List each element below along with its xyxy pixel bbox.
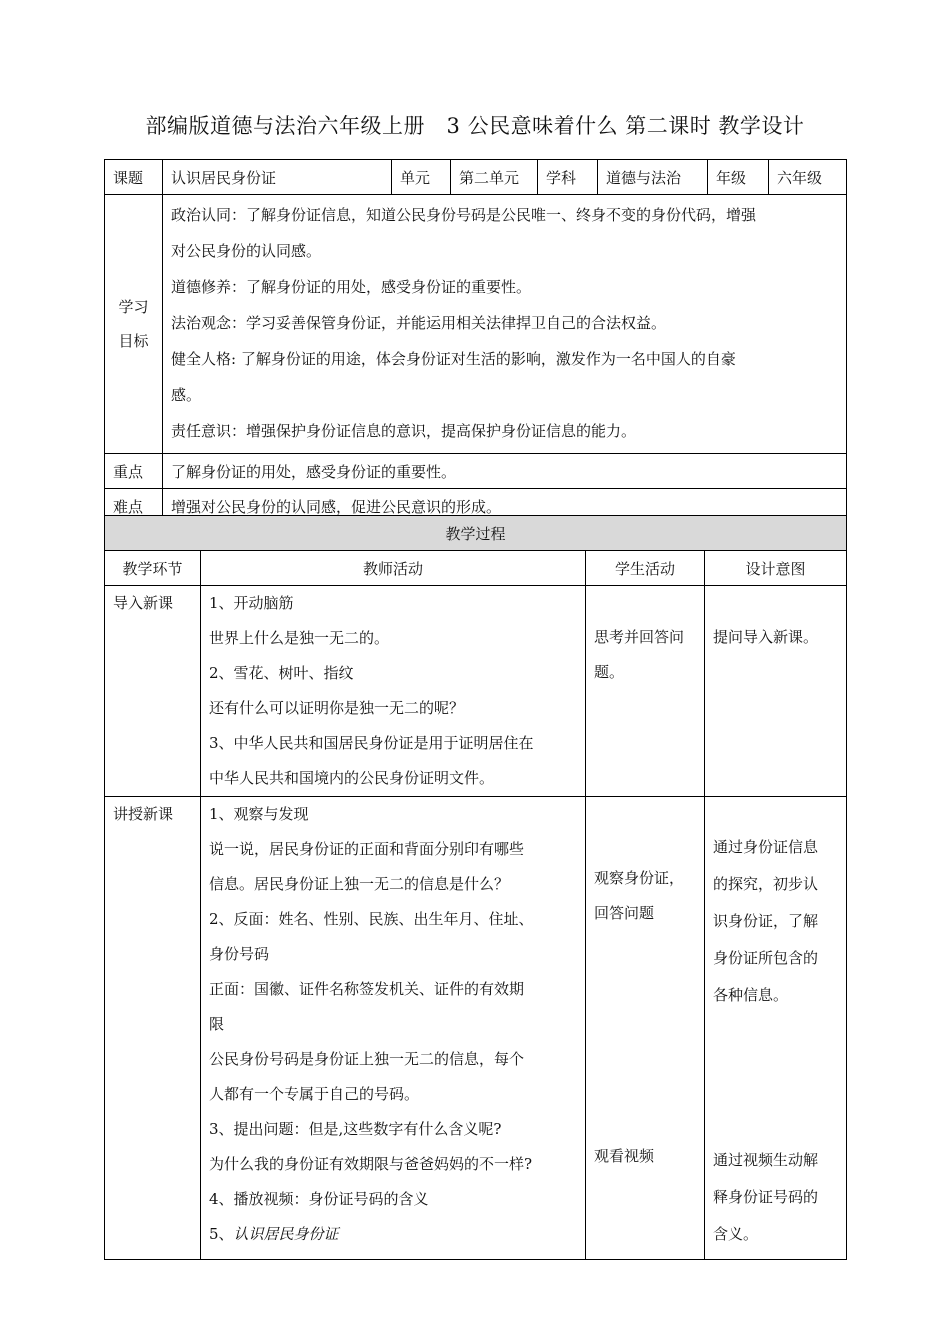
key-point-value: 了解身份证的用处，感受身份证的重要性。 xyxy=(163,454,847,489)
student-activity: 观察身份证， 回答问题 观看视频 xyxy=(586,797,705,1260)
grade-value: 六年级 xyxy=(769,160,847,195)
column-header: 学生活动 xyxy=(586,551,705,586)
goal-line: 道德修养：了解身份证的用处，感受身份证的重要性。 xyxy=(171,278,532,296)
subject-label: 学科 xyxy=(538,160,598,195)
student-activity: 思考并回答问 题。 xyxy=(586,586,705,797)
goal-line: 责任意识：增强保护身份证信息的意识，提高保护身份证信息的能力。 xyxy=(171,422,637,440)
goal-line: 感。 xyxy=(171,386,202,404)
column-header: 设计意图 xyxy=(705,551,847,586)
goals-content xyxy=(163,195,847,454)
document-title: 部编版道德与法治六年级上册 3 公民意味着什么 第二课时 教学设计 xyxy=(145,114,805,138)
teacher-activity: 1、观察与发现 说一说，居民身份证的正面和背面分别印有哪些 信息。居民身份证上独一无二的信息是什么？ 2、反面：姓名、性别、民族、出生年月、住址、 身份号码 正面：国徽、证件名称签发机关、证件的有效期 限 公民身份号码是身份证上独一无二的信息，每个 人都有一个专属于自己的号码。 3、提出问题：但是,这些数字有什么含义呢? 为什么我的身份证有效期限与爸爸妈妈的不一样? 4、播放视频：身份证号码的含义 5、认识居民身份证 xyxy=(201,797,586,1260)
goal-line: 政治认同：了解身份证信息，知道公民身份号码是公民唯一、终身不变的身份代码，增强 xyxy=(171,206,757,224)
goals-label: 学习 目标 xyxy=(105,195,163,454)
table-row xyxy=(105,797,847,1260)
unit-label: 单元 xyxy=(392,160,451,195)
teaching-process-table xyxy=(104,515,847,1260)
process-heading: 教学过程 xyxy=(105,516,847,551)
lesson-info-table xyxy=(104,159,847,524)
difficulty-value: 增强对公民身份的认同感，促进公民意识的形成。 xyxy=(163,489,847,524)
stage-cell: 导入新课 xyxy=(105,586,201,797)
design-intent: 通过身份证信息 的探究，初步认 识身份证，了解 身份证所包含的 各种信息。 通过视频生动解 释身份证号码的 含义。 xyxy=(705,797,847,1260)
grade-label: 年级 xyxy=(708,160,769,195)
difficulty-label: 难点 xyxy=(105,489,163,524)
unit-value: 第二单元 xyxy=(451,160,538,195)
topic-label: 课题 xyxy=(105,160,163,195)
column-header: 教学环节 xyxy=(105,551,201,586)
topic-value: 认识居民身份证 xyxy=(163,160,392,195)
goal-line: 对公民身份的认同感。 xyxy=(171,242,322,260)
goal-line: 法治观念：学习妥善保管身份证，并能运用相关法律捍卫自己的合法权益。 xyxy=(171,314,667,332)
design-intent: 提问导入新课。 xyxy=(705,586,847,797)
table-row xyxy=(105,586,847,797)
stage-cell: 讲授新课 xyxy=(105,797,201,1260)
goal-line: 健全人格: 了解身份证的用途，体会身份证对生活的影响，激发作为一名中国人的自豪 xyxy=(171,350,736,368)
column-header: 教师活动 xyxy=(201,551,586,586)
teacher-activity: 1、开动脑筋 世界上什么是独一无二的。 2、雪花、树叶、指纹 还有什么可以证明你是独一无二的呢？ 3、中华人民共和国居民身份证是用于证明居住在 中华人民共和国境内的公民身份证明文件。 xyxy=(201,586,586,797)
key-point-label: 重点 xyxy=(105,454,163,489)
subject-value: 道德与法治 xyxy=(598,160,708,195)
